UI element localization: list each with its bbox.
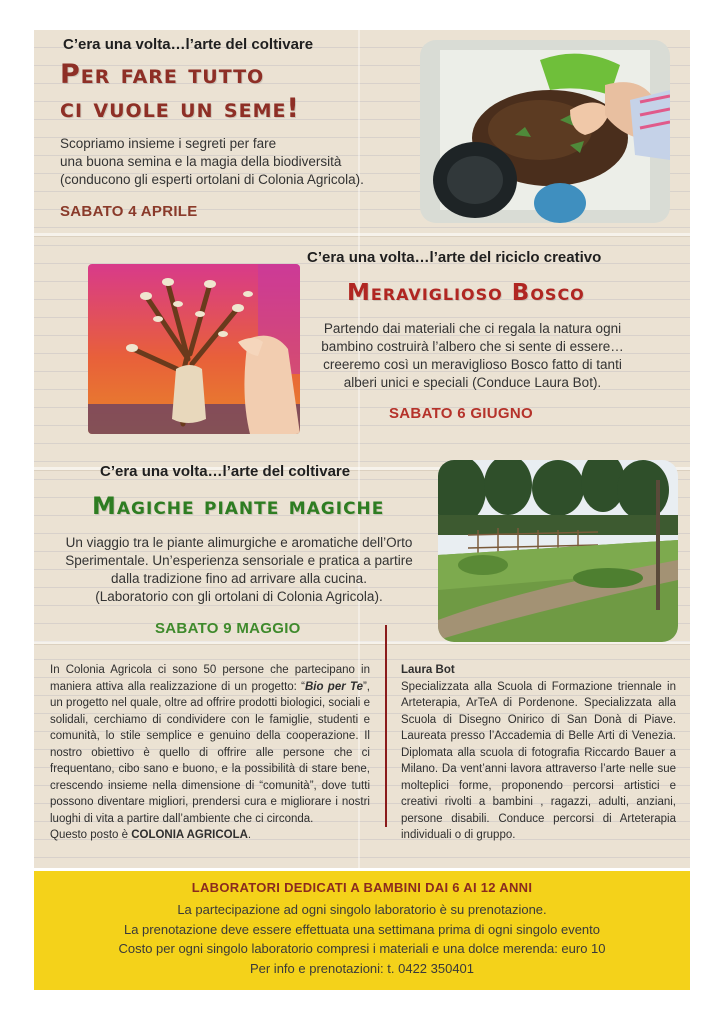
section3-title: Magiche piante magiche [92, 492, 385, 520]
section1-date: SABATO 4 APRILE [60, 203, 198, 220]
colonia-agricola-text [50, 662, 370, 844]
description-line: una buona semina e la magia della biodiversità [60, 154, 342, 169]
footer-line: Per info e prenotazioni: t. 0422 350401 [249, 960, 475, 976]
description-line: (Laboratorio con gli ortolani di Colonia Agricola). [95, 589, 383, 604]
section3-subtitle: C’era una volta…l’arte del coltivare [100, 463, 351, 480]
description-line: bambino costruirà l’albero che si sente di essere… [321, 339, 624, 354]
section2-date: SABATO 6 GIUGNO [389, 405, 533, 422]
colonia-text-after: ”, un progetto nel quale, oltre ad offrire prodotti biologici, sociali e solidali, cerchiamo di condividere con le famiglie, studenti e comunità, lo stile semplice e genuino della cooperazione. Il nostro obiettivo è quello di offrire alle persone che ci frequentano, cibo sano e buono, e la possibilità di stare bene, crescendo insieme nella dimensione di “comunità”, dove tutti possono diventare migliori, prendersi cura e migliorare i nostri luoghi di vita a partire dall’ambiente che ci circonda. [50, 680, 370, 825]
colonia-place-prefix: Questo posto è [50, 829, 132, 841]
description-line: Sperimentale. Un’esperienza sensoriale e pratica a partire [65, 553, 413, 568]
paper-fold [34, 233, 690, 236]
section2-title: Meraviglioso Bosco [347, 280, 585, 306]
hands-planting-seeds-photo [420, 40, 670, 223]
description-line: alberi unici e speciali (Conduce Laura Bot). [343, 375, 602, 390]
footer-line: La prenotazione deve essere effettuata una settimana prima di ogni singolo evento [123, 921, 601, 937]
bio-text: Specializzata alla Scuola di Formazione triennale in Arteterapia, ArTeA di Pordenone. Specializzata alla Scuola di Disegno Onirico di San Donà di Piave. Laureata presso l’Accademia di Belle Arti di Venezia. Diplomata alla scuola di fotografia Riccardo Bauer a Milano. Da vent’anni lavora attraverso l’arte nelle sue molteplici forme, proponendo percorsi artistici e creativi rivolti a bambini , ragazzi, adulti, anziani, persone disabili. Conduce percorsi di Arteterapia individuali o di gruppo. [401, 680, 676, 841]
description-line: Scopriamo insieme i segreti per fare [60, 136, 277, 151]
description-line: Un viaggio tra le piante alimurgiche e aromatiche dell’Orto [65, 535, 413, 550]
footer-line: Costo per ogni singolo laboratorio compresi i materiali e una dolce merenda: euro 10 [118, 941, 606, 956]
project-name: Bio per Te [304, 680, 363, 693]
child-twig-tree-collage-photo [88, 264, 300, 434]
footer-line: La partecipazione ad ogni singolo laboratorio è su prenotazione. [177, 902, 547, 917]
section1-title-line2: ci vuole un seme! [60, 93, 300, 124]
section2-description [305, 320, 640, 392]
section3-date: SABATO 9 MAGGIO [155, 620, 301, 637]
section1-title [60, 58, 300, 126]
laura-bot-bio [401, 662, 676, 844]
bio-name: Laura Bot [401, 664, 455, 676]
colonia-text-before: In Colonia Agricola ci sono 50 persone che partecipano in maniera attiva alla realizzazione di un progetto: “ [50, 664, 370, 693]
column-divider [385, 625, 387, 827]
colonia-place-suffix: . [247, 829, 252, 841]
description-line: dalla tradizione fino ad arrivare alla cucina. [111, 571, 367, 586]
footer-heading: LABORATORI DEDICATI A BAMBINI DAI 6 AI 12 ANNI [191, 880, 533, 895]
section1-title-line1: Per fare tutto [60, 59, 265, 90]
section1-description [60, 135, 420, 189]
footer-info-box [34, 871, 690, 990]
colonia-place-name: COLONIA AGRICOLA [131, 829, 248, 841]
description-line: Partendo dai materiali che ci regala la natura ogni [323, 321, 622, 336]
section3-description [40, 534, 438, 606]
description-line: creeremo così un meraviglioso Bosco fatto di tanti [323, 357, 622, 372]
description-line: (conducono gli esperti ortolani di Colonia Agricola). [60, 172, 364, 187]
section2-subtitle: C’era una volta…l’arte del riciclo creativo [307, 249, 602, 266]
vegetable-garden-photo [438, 460, 678, 642]
section1-subtitle: C’era una volta…l’arte del coltivare [63, 36, 314, 53]
